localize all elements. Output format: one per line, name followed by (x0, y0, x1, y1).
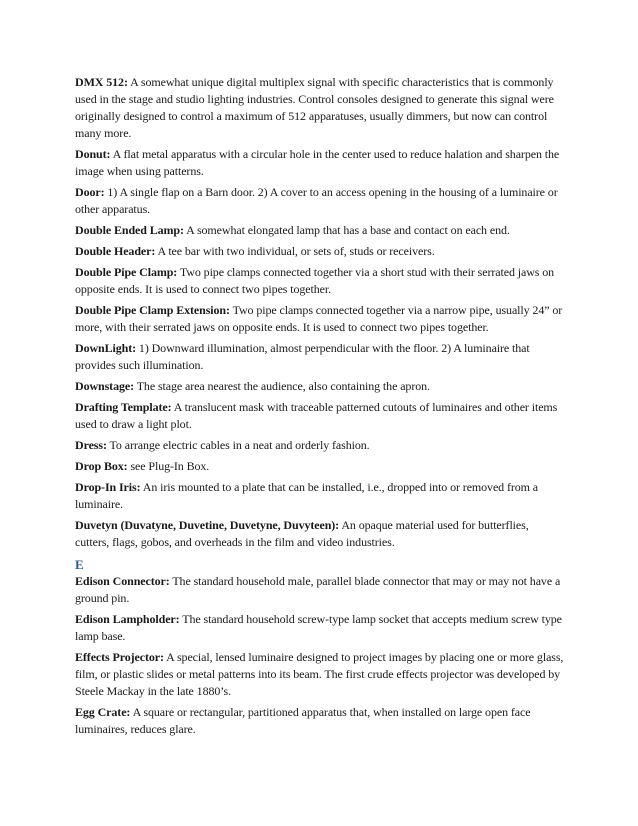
entry-definition: 1) A single flap on a Barn door. 2) A cover to an access opening in the housing of a luminaire or other apparatus. (75, 185, 558, 216)
glossary-entry (75, 437, 565, 454)
entry-definition: The stage area nearest the audience, also containing the apron. (136, 379, 430, 393)
glossary-entry (75, 611, 565, 645)
entry-term: Door: (75, 185, 105, 199)
entry-definition: The standard household male, parallel blade connector that may or may not have a ground pin. (75, 574, 561, 605)
entry-term: Double Ended Lamp: (75, 223, 184, 237)
entry-definition: An iris mounted to a plate that can be installed, i.e., dropped into or removed from a luminaire. (75, 480, 539, 511)
entry-term: Edison Lampholder: (75, 612, 180, 626)
entry-definition: An opaque material used for butterflies, cutters, flags, gobos, and overheads in the film and video industries. (75, 518, 529, 549)
entry-definition: 1) Downward illumination, almost perpendicular with the floor. 2) A luminaire that provides such illumination. (75, 341, 530, 372)
entry-term: Edison Connector: (75, 574, 170, 588)
glossary-entry (75, 573, 565, 607)
entry-definition: Two pipe clamps connected together via a narrow pipe, usually 24” or more, with their serrated jaws on opposite ends. It is used to connect two pipes together. (75, 303, 563, 334)
glossary-entry (75, 704, 565, 738)
entry-term: Donut: (75, 147, 111, 161)
glossary-entry (75, 264, 565, 298)
glossary-entry (75, 649, 565, 700)
entry-term: Duvetyn (Duvatyne, Duvetine, Duvetyne, Duvyteen): (75, 518, 340, 532)
entry-definition: Two pipe clamps connected together via a short stud with their serrated jaws on opposite ends. It is used to connect two pipes together. (75, 265, 555, 296)
glossary-entry (75, 517, 565, 551)
glossary-entry (75, 479, 565, 513)
entry-term: DMX 512: (75, 75, 128, 89)
entry-definition: A special, lensed luminaire designed to project images by placing one or more glass, film, or plastic slides or metal patterns into its beam. The first crude effects projector was developed by Steele Mackay in the late 1880’s. (75, 650, 564, 698)
glossary-page (75, 74, 565, 742)
glossary-entry (75, 74, 565, 142)
entry-term: Effects Projector: (75, 650, 164, 664)
entry-term: Drafting Template: (75, 400, 172, 414)
glossary-entry (75, 378, 565, 395)
entry-definition: To arrange electric cables in a neat and orderly fashion. (109, 438, 370, 452)
glossary-entry (75, 243, 565, 260)
entry-term: DownLight: (75, 341, 137, 355)
entry-term: Dress: (75, 438, 107, 452)
section-heading-e: E (75, 557, 84, 572)
entry-term: Egg Crate: (75, 705, 131, 719)
entry-definition: see Plug-In Box. (130, 459, 210, 473)
entry-term: Double Pipe Clamp Extension: (75, 303, 230, 317)
glossary-entry (75, 340, 565, 374)
glossary-entry (75, 222, 565, 239)
glossary-entry (75, 399, 565, 433)
glossary-entry (75, 184, 565, 218)
entry-definition: A square or rectangular, partitioned apparatus that, when installed on large open face luminaires, reduces glare. (75, 705, 531, 736)
entry-term: Double Pipe Clamp: (75, 265, 178, 279)
glossary-entry (75, 458, 565, 475)
entry-term: Double Header: (75, 244, 156, 258)
entry-definition: A somewhat unique digital multiplex signal with specific characteristics that is commonly used in the stage and studio lighting industries. Control consoles designed to generate this signal were originally designed to control a maximum of 512 apparatuses, usually dimmers, but now can control many more. (75, 75, 554, 140)
entry-term: Downstage: (75, 379, 134, 393)
entry-definition: A flat metal apparatus with a circular hole in the center used to reduce halation and sharpen the image when using patterns. (75, 147, 560, 178)
glossary-entry (75, 146, 565, 180)
entry-definition: The standard household screw-type lamp socket that accepts medium screw type lamp base. (75, 612, 562, 643)
glossary-section-e (75, 573, 565, 738)
entry-definition: A translucent mask with traceable patterned cutouts of luminaires and other items used to draw a light plot. (75, 400, 558, 431)
entry-term: Drop-In Iris: (75, 480, 141, 494)
entry-definition: A tee bar with two individual, or sets of, studs or receivers. (157, 244, 435, 258)
glossary-entry (75, 302, 565, 336)
entry-definition: A somewhat elongated lamp that has a base and contact on each end. (186, 223, 510, 237)
glossary-section-d (75, 74, 565, 551)
entry-term: Drop Box: (75, 459, 128, 473)
